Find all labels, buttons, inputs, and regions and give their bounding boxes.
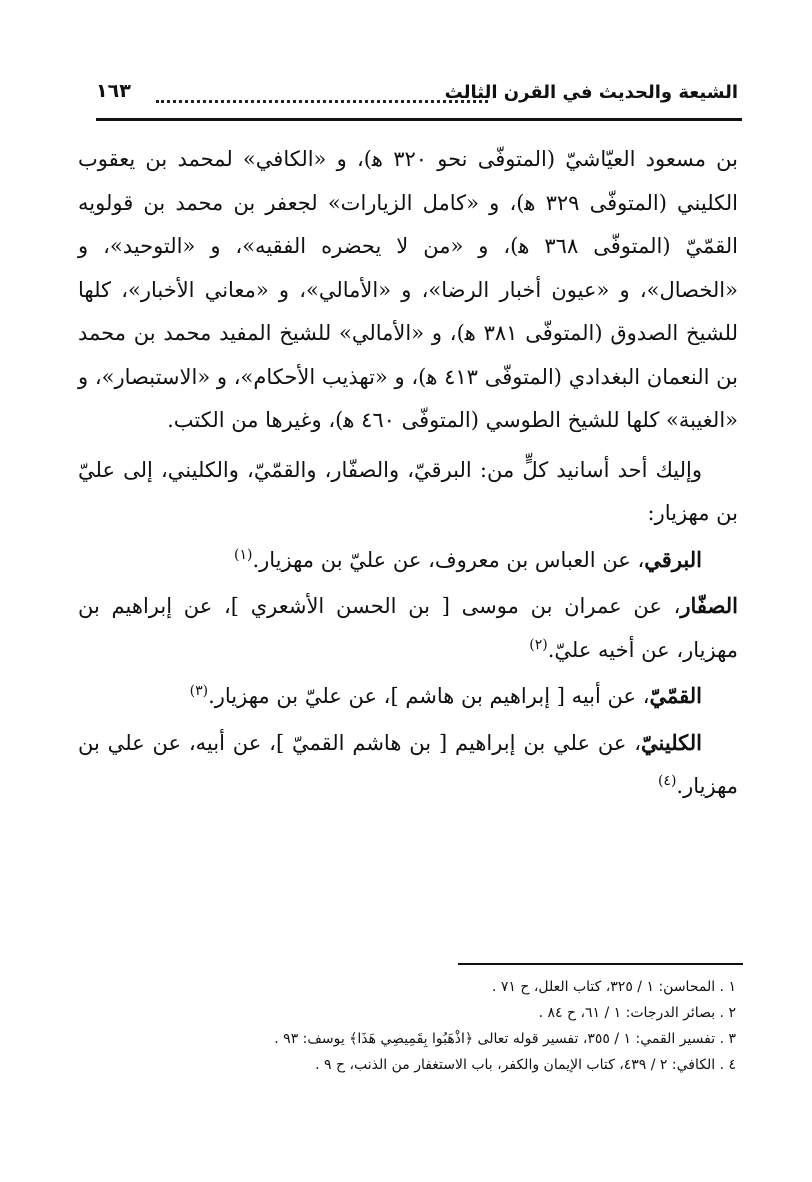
page-header	[96, 76, 738, 116]
footnote-1: ١ . المحاسن: ١ / ٣٢٥، كتاب العلل، ح ٧١ .	[491, 979, 736, 995]
footnote-ref: (٣)	[189, 683, 209, 699]
chain-text: ، عن علي بن إبراهيم [ بن هاشم القميّ ]، عن أبيه، عن علي بن مهزيار.	[78, 730, 738, 798]
paragraph-intro: وإليك أحد أسانيد كلٍّ من: البرقيّ، والصفّار، والقمّيّ، والكليني، إلى عليّ بن مهزيار:	[78, 457, 738, 525]
footnote-rule	[458, 963, 743, 965]
main-text	[78, 138, 738, 809]
chain-name: الصفّار	[680, 593, 738, 618]
chain-kulayni	[78, 721, 738, 809]
paragraph-book-list: بن مسعود العيّاشيّ (المتوفّى نحو ٣٢٠ ﻫ)، و «الكافي» لمحمد بن يعقوب الكليني (المتوفّى ٣٢٩ ﻫ)، و «كامل الزيارات» لجعفر بن محمد بن قولويه القمّيّ (المتوفّى ٣٦٨ ﻫ)، و «من لا يحضره الفقيه»، و «التوحيد»، و «الخصال»، و «عيون أخبار الرضا»، و «الأمالي»، و «معاني الأخبار»، كلها للشيخ الصدوق (المتوفّى ٣٨١ ﻫ)، و «الأمالي» للشيخ المفيد محمد بن محمد بن النعمان البغدادي (المتوفّى ٤١٣ ﻫ)، و «تهذيب الأحكام»، و «الاستبصار»، و «الغيبة» كلها للشيخ الطوسي (المتوفّى ٤٦٠ ﻫ)، وغيرها من الكتب.	[78, 147, 738, 432]
chain-qummi	[78, 674, 738, 719]
footnote-2: ٢ . بصائر الدرجات: ١ / ٦١، ح ٨٤ .	[538, 1005, 736, 1021]
chain-name: البرقي	[644, 546, 702, 572]
chain-barqi	[78, 538, 738, 583]
chain-name: الكلينيّ	[641, 729, 702, 755]
header-rule	[96, 118, 742, 121]
header-dot-leader	[156, 100, 488, 103]
footnotes	[76, 974, 736, 1078]
chain-text: ، عن العباس بن معروف، عن عليّ بن مهزيار.	[252, 547, 645, 572]
footnote-ref: (٤)	[657, 773, 677, 789]
chain-saffar	[78, 584, 738, 672]
footnote-ref: (٢)	[529, 636, 548, 653]
page-number: ١٦٣	[96, 80, 131, 102]
chain-text: ، عن أبيه [ إبراهيم بن هاشم ]، عن عليّ بن مهزيار.	[208, 684, 650, 708]
footnote-ref: (١)	[234, 546, 253, 563]
running-title: الشيعة والحديث في القرن الثالث	[444, 82, 738, 103]
chain-name: القمّيّ	[649, 683, 702, 708]
footnote-4: ٤ . الكافي: ٢ / ٤٣٩، كتاب الإيمان والكفر، باب الاستغفار من الذنب، ح ٩ .	[315, 1057, 736, 1073]
footnote-3: ٣ . تفسير القمي: ١ / ٣٥٥، تفسير قوله تعالى ﴿اذْهَبُوا بِقَمِيصِي هَذَا﴾ يوسف: ٩٣ .	[274, 1031, 736, 1047]
chain-text: ، عن عمران بن موسى [ بن الحسن الأشعري ]، عن إبراهيم بن مهزيار، عن أخيه عليّ.	[78, 594, 738, 662]
